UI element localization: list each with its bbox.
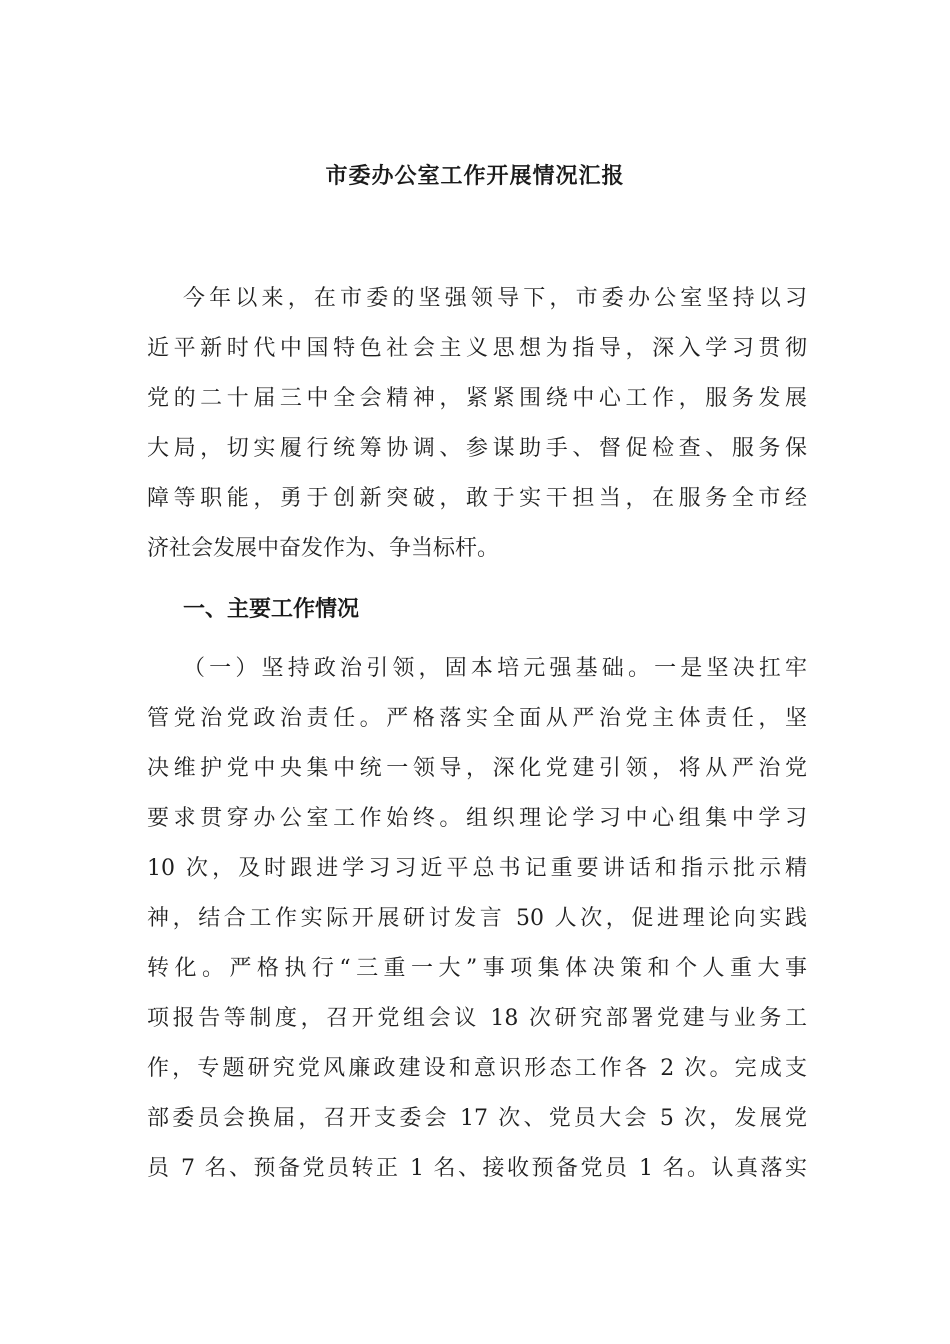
intro-line-2: 近平新时代中国特色社会主义思想为指导，深入学习贯彻 xyxy=(147,336,807,361)
section-heading: 一、主要工作情况 xyxy=(183,596,360,622)
intro-line-4: 大局，切实履行统筹协调、参谋助手、督促检查、服务保 xyxy=(147,436,807,461)
section1-line-4: 要求贯穿办公室工作始终。组织理论学习中心组集中学习 xyxy=(147,806,807,831)
section1-line-3: 决维护党中央集中统一领导，深化党建引领，将从严治党 xyxy=(147,756,807,781)
section1-line-9: 作，专题研究党风廉政建设和意识形态工作各 2 次。完成支 xyxy=(147,1056,807,1081)
intro-line-5: 障等职能，勇于创新突破，敢于实干担当，在服务全市经 xyxy=(147,486,807,511)
intro-line-1: 今年以来，在市委的坚强领导下，市委办公室坚持以习 xyxy=(183,286,807,311)
intro-line-6: 济社会发展中奋发作为、争当标杆。 xyxy=(147,536,500,561)
section1-line-6: 神，结合工作实际开展研讨发言 50 人次，促进理论向实践 xyxy=(147,906,807,931)
section1-line-5: 10 次，及时跟进学习习近平总书记重要讲话和指示批示精 xyxy=(147,856,807,881)
document-title: 市委办公室工作开展情况汇报 xyxy=(325,163,625,189)
intro-line-3: 党的二十届三中全会精神，紧紧围绕中心工作，服务发展 xyxy=(147,386,807,411)
section1-line-11: 员 7 名、预备党员转正 1 名、接收预备党员 1 名。认真落实 xyxy=(147,1156,807,1181)
section1-line-7: 转化。严格执行“三重一大”事项集体决策和个人重大事 xyxy=(147,956,807,981)
section1-line-8: 项报告等制度，召开党组会议 18 次研究部署党建与业务工 xyxy=(147,1006,807,1031)
section1-line-10: 部委员会换届，召开支委会 17 次、党员大会 5 次，发展党 xyxy=(147,1106,807,1131)
section1-line-1: （一）坚持政治引领，固本培元强基础。一是坚决扛牢 xyxy=(183,656,807,681)
section1-line-2: 管党治党政治责任。严格落实全面从严治党主体责任，坚 xyxy=(147,706,807,731)
